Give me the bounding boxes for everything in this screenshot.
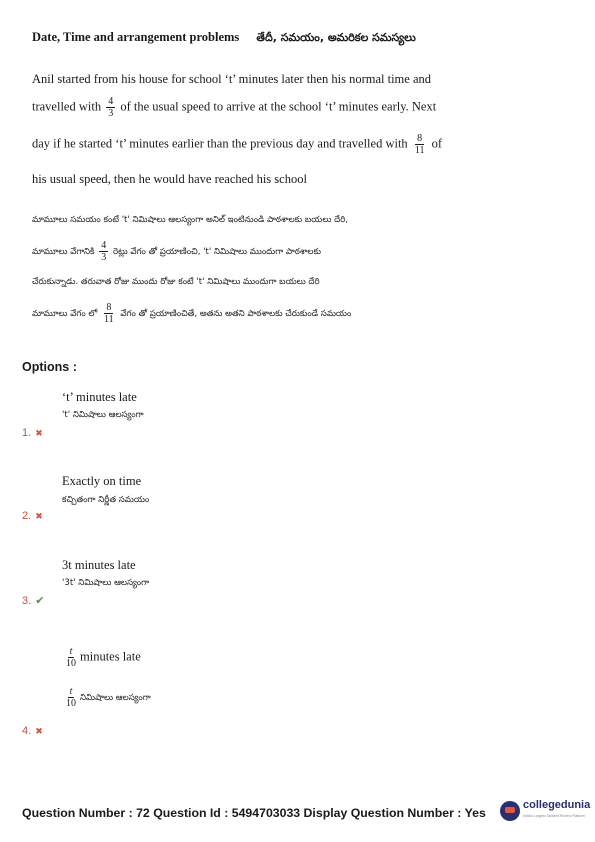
fraction-denominator: 10 [66, 698, 76, 709]
check-icon: ✔ [35, 595, 45, 607]
title-english: Date, Time and arrangement problems [32, 30, 240, 44]
logo-wordmark [523, 800, 590, 822]
fraction [413, 133, 427, 156]
logo-name: collegedunia [523, 799, 591, 811]
option-2-number[interactable] [22, 510, 43, 522]
fraction-denominator: 11 [104, 314, 114, 325]
option-1-te[interactable]: 't' నిమిషాలు ఆలస్యంగా [62, 410, 144, 420]
question-en-text: of [431, 136, 442, 151]
question-meta-footer: Question Number : 72 Question Id : 5494703033 Display Question Number : Yes [22, 806, 486, 820]
logo-mascot-icon [500, 801, 520, 821]
option-4-te[interactable] [62, 686, 151, 709]
fraction-denominator: 10 [66, 658, 76, 669]
fraction-denominator: 3 [101, 252, 107, 263]
option-number: 2. [22, 510, 32, 522]
option-4-en[interactable] [62, 646, 141, 669]
option-3-number[interactable] [22, 594, 44, 607]
fraction-numerator: 8 [106, 302, 112, 313]
option-3-te[interactable]: '3t' నిమిషాలు ఆలస్యంగా [62, 578, 149, 588]
question-te-text: మామూలు వేగం లో [32, 309, 98, 319]
fraction [99, 240, 108, 263]
options-label: Options : [22, 360, 77, 374]
question-en-text: of the usual speed to arrive at the school ‘t’ minutes early. Next [120, 99, 437, 114]
question-te-text: రెట్లు వేగం తో ప్రయాణించి, 't' నిమిషాలు ముందుగా పాఠశాలకు [112, 247, 321, 257]
option-1-number[interactable] [22, 427, 43, 439]
question-en-text: day if he started ‘t’ minutes earlier than the previous day and travelled with [32, 136, 408, 151]
option-2-en[interactable]: Exactly on time [62, 474, 142, 488]
question-te-line-4 [32, 302, 351, 325]
option-3-en[interactable]: 3t minutes late [62, 558, 136, 572]
option-4-number[interactable] [22, 725, 43, 737]
question-en-line-4: his usual speed, then he would have reached his school [32, 172, 307, 186]
question-te-line-2 [32, 240, 321, 263]
fraction [102, 302, 116, 325]
collegedunia-logo [500, 800, 590, 822]
logo-tagline: India's Largest Student Review Platform [523, 814, 586, 818]
fraction-denominator: 11 [414, 145, 425, 156]
fraction-numerator: t [69, 686, 73, 697]
fraction-numerator: t [69, 646, 73, 657]
cross-icon: ✖ [35, 428, 43, 438]
cross-icon: ✖ [35, 511, 43, 521]
question-te-line-1: మామూలు సమయం కంటే 't' నిమిషాలు ఆలస్యంగా అనిల్ ఇంటినుండి పాఠశాలకు బయలు దేరి, [32, 215, 349, 225]
option-1-en[interactable]: ‘t’ minutes late [62, 390, 137, 404]
fraction [64, 686, 78, 709]
question-en-line-3 [32, 133, 442, 156]
fraction-numerator: 8 [417, 133, 423, 144]
question-te-text: వేగం తో ప్రయాణించితే, అతను అతని పాఠశాలకు చేరుకుండే సమయం [120, 309, 352, 319]
question-en-text: travelled with [32, 99, 102, 114]
fraction [106, 96, 115, 119]
option-number: 1. [22, 427, 32, 439]
fraction [64, 646, 78, 669]
question-en-line-1: Anil started from his house for school ‘t’ minutes later then his normal time and [32, 72, 431, 86]
option-2-te[interactable]: కచ్చితంగా నిర్ణీత సమయం [62, 495, 150, 505]
fraction-numerator: 4 [101, 240, 107, 251]
fraction-denominator: 3 [108, 108, 114, 119]
question-en-line-2 [32, 96, 436, 119]
option-number: 4. [22, 725, 32, 737]
fraction-numerator: 4 [108, 96, 114, 107]
option-4-en-text: minutes late [80, 649, 141, 664]
cross-icon: ✖ [35, 726, 43, 736]
section-title [32, 30, 416, 47]
option-number: 3. [22, 595, 32, 607]
question-te-text: మామూలు వేగానికి [32, 247, 95, 257]
question-te-line-3: చేరుకున్నాడు. తరువాత రోజు ముందు రోజు కంటే 't' నిమిషాలు ముందుగా బయలు దేరి [32, 277, 320, 287]
option-4-te-text: నిమిషాలు ఆలస్యంగా [80, 693, 151, 703]
title-telugu: తేదీ, సమయం, అమరికల సమస్యలు [256, 31, 416, 44]
